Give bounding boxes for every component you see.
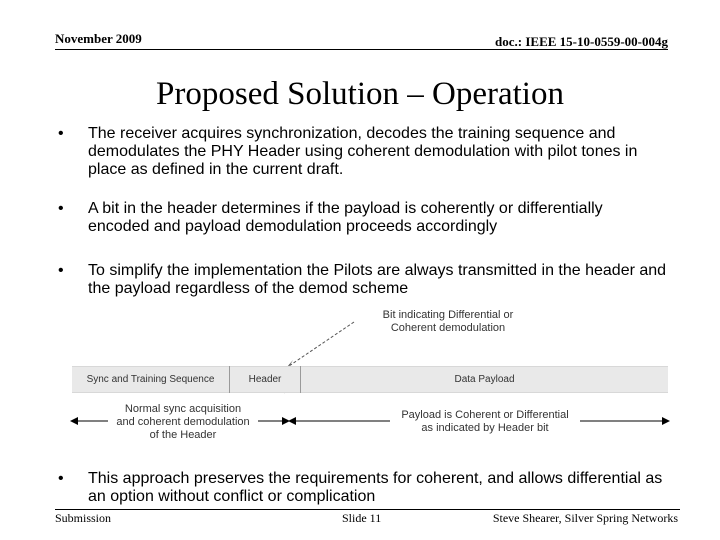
right-span-arrowhead-left	[288, 417, 296, 425]
bullet-text-1: The receiver acquires synchronization, decodes the training sequence and demodulates the PHY Header using coherent demodulation with pilot tones in place as defined in the current draft.	[88, 125, 638, 178]
bullet-marker: •	[58, 125, 64, 142]
footer-slide-number: Slide 11	[342, 511, 382, 525]
bullet-marker: •	[58, 200, 64, 217]
left-span-note: Normal sync acquisition and coherent demodulation of the Header	[108, 403, 258, 442]
left-span-arrowhead-left	[70, 417, 78, 425]
bullet-marker: •	[58, 470, 64, 487]
header-doc-id: doc.: IEEE 15-10-0559-00-004g	[495, 34, 668, 49]
footer-author: Steve Shearer, Silver Spring Networks	[492, 511, 678, 525]
segment-sync-training: Sync and Training Sequence	[86, 374, 215, 385]
header-date: November 2009	[55, 31, 142, 46]
footer-rule	[55, 509, 680, 510]
segment-data-payload: Data Payload	[454, 374, 515, 385]
segment-header: Header	[248, 374, 282, 385]
bit-indicator-label: Bit indicating Differential or Coherent demodulation	[382, 309, 514, 334]
slide-title: Proposed Solution – Operation	[156, 76, 564, 112]
right-span-note: Payload is Coherent or Differential as indicated by Header bit	[390, 409, 580, 435]
bullet-text-3: To simplify the implementation the Pilots are always transmitted in the header and the payload regardless of the demod scheme	[88, 262, 667, 297]
bullet-text-2: A bit in the header determines if the payload is coherently or differentially encoded and payload demodulation proceeds accordingly	[88, 200, 603, 235]
bullet-marker: •	[58, 262, 64, 279]
bullet-text-4: This approach preserves the requirements for coherent, and allows differential as an option without conflict or complication	[88, 470, 663, 505]
bit-pointer-line	[289, 322, 354, 366]
right-span-arrowhead-right	[662, 417, 670, 425]
footer-submission: Submission	[55, 511, 112, 525]
